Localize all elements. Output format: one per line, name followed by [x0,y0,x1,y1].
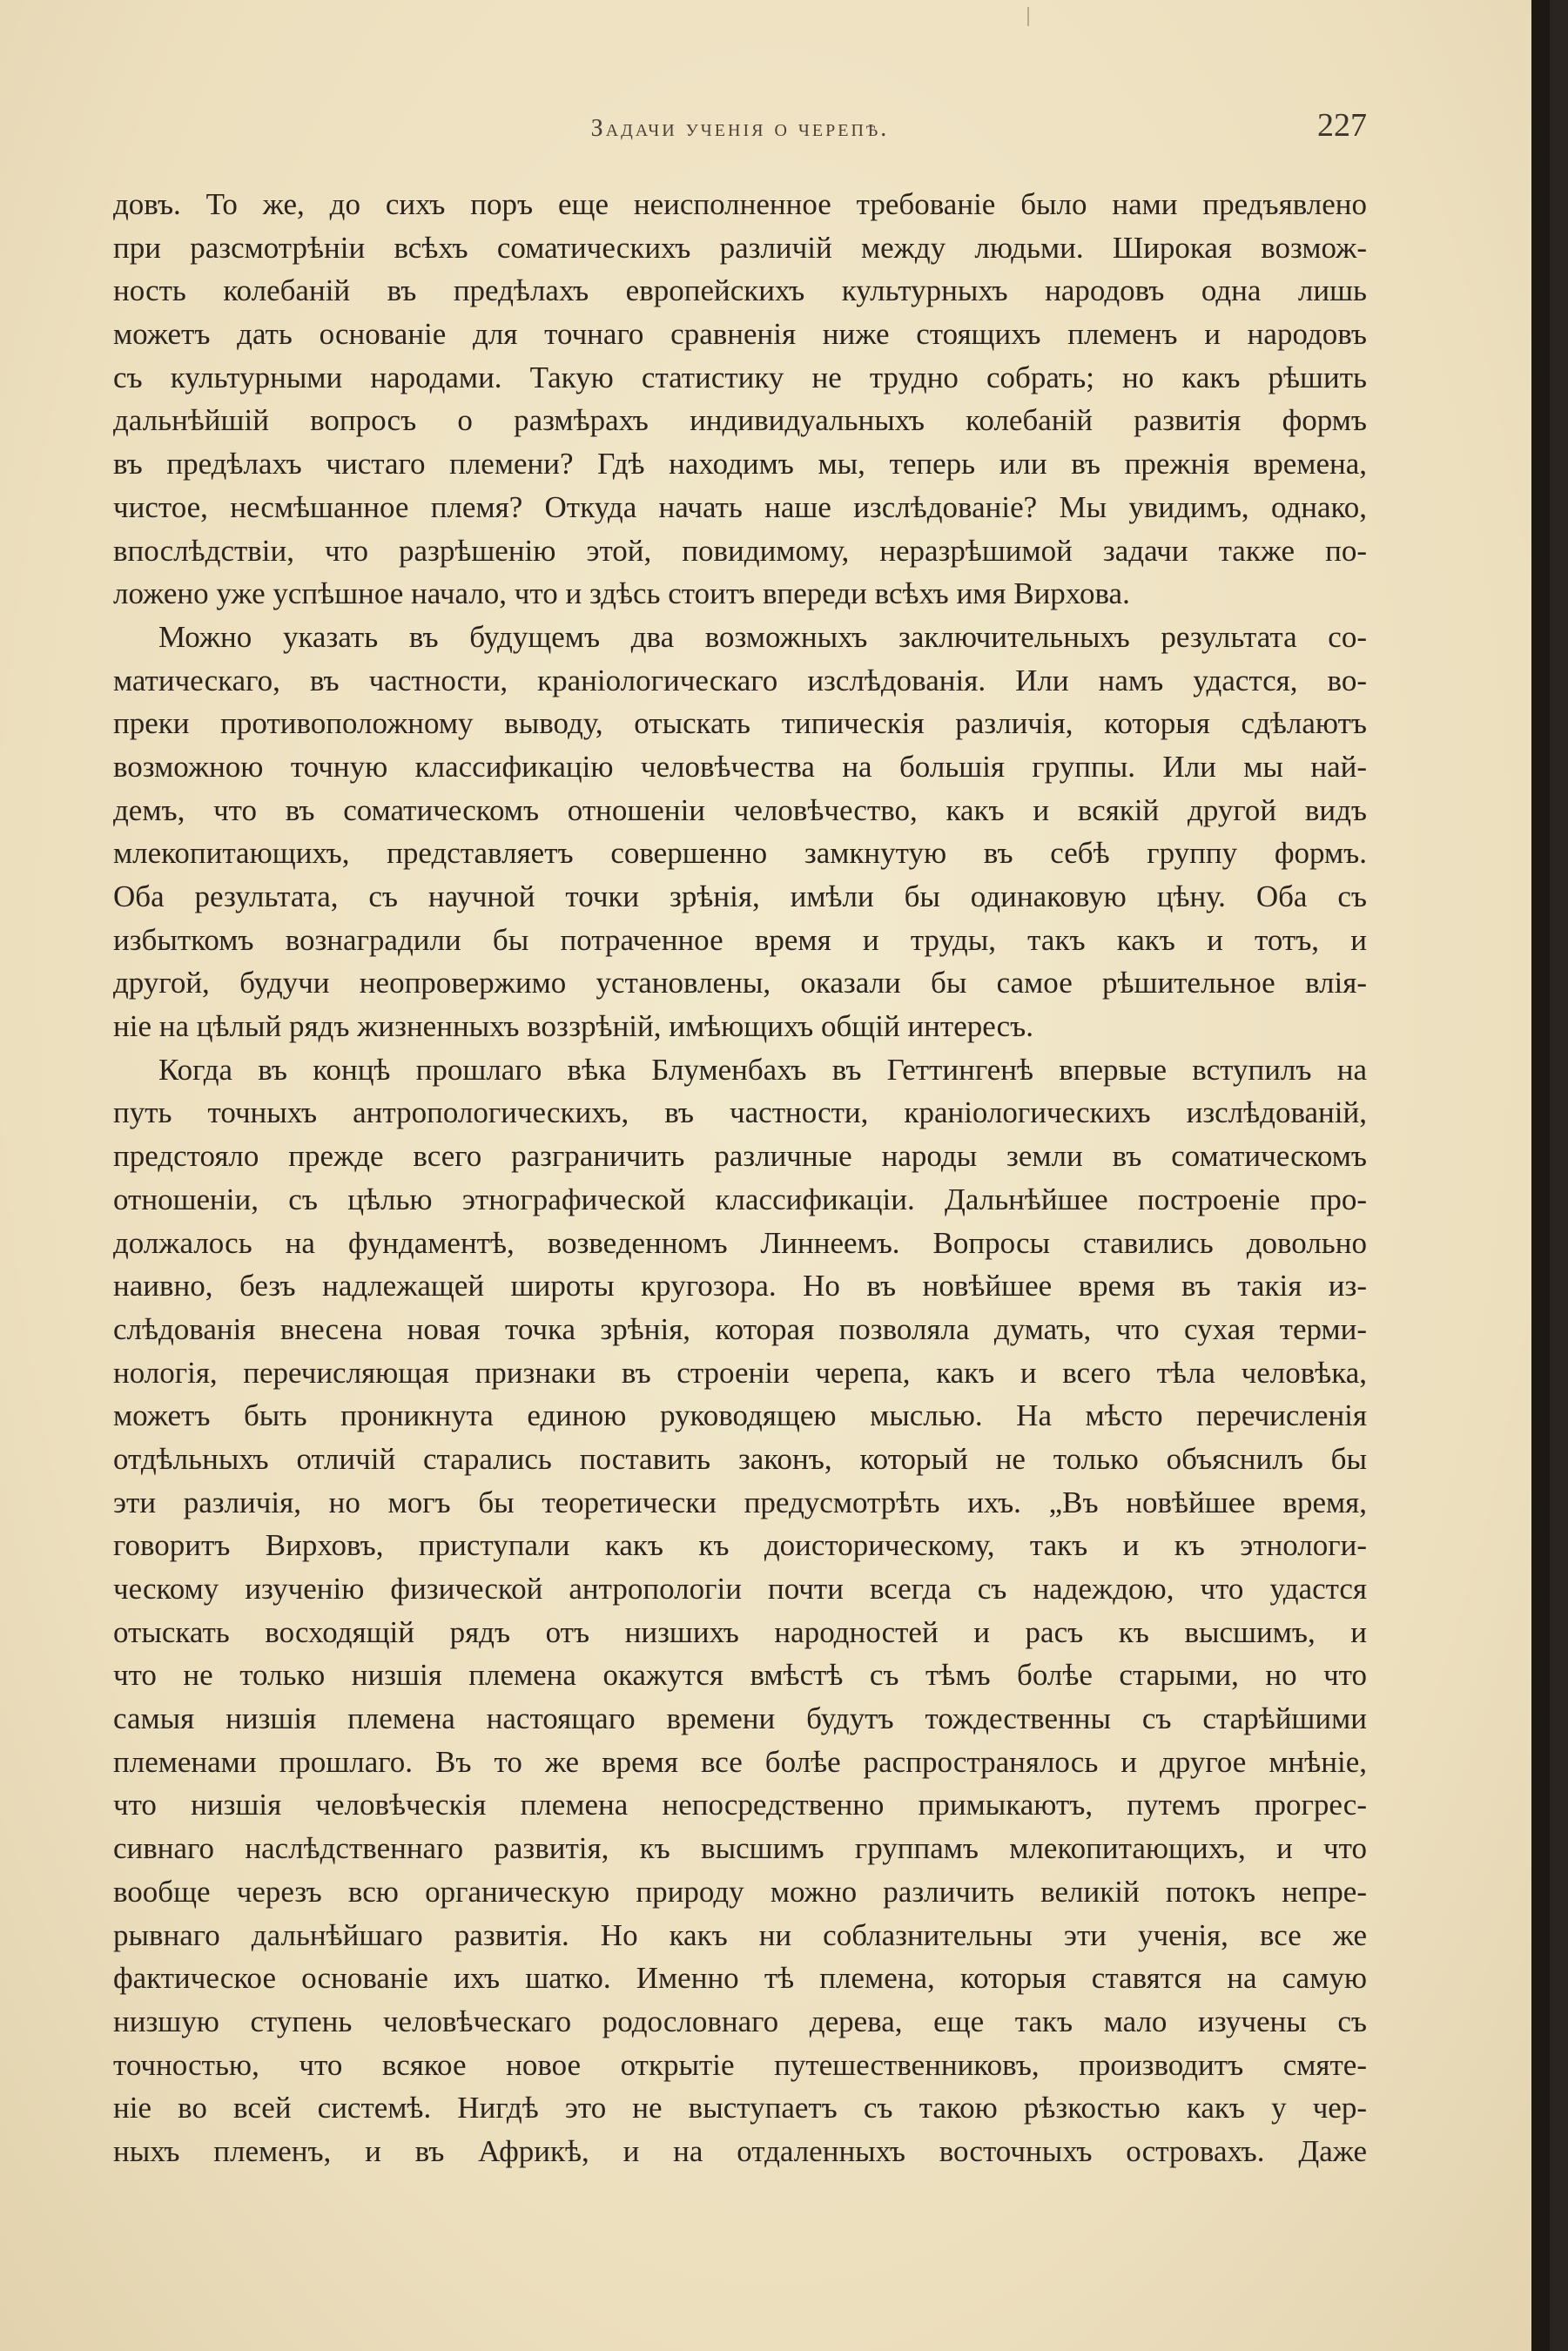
text-line: ніе на цѣлый рядъ жизненныхъ воззрѣній, имѣющихъ общій интересъ. [113,1009,1034,1044]
text-line: Можно указать въ будущемъ два возможныхъ заключительныхъ результата со- [158,619,1367,654]
text-line: ность колебаній въ предѣлахъ европейскихъ культурныхъ народовъ одна лишь [113,273,1367,308]
page-number: 227 [1317,107,1367,144]
text-line: другой, будучи неопровержимо установлены, оказали бы самое рѣшительное влія- [113,966,1367,1000]
text-line: ныхъ племенъ, и въ Африкѣ, и на отдаленныхъ восточныхъ островахъ. Даже [113,2133,1367,2168]
text-line: нологія, перечисляющая признаки въ строеніи черепа, какъ и всего тѣла человѣка, [113,1355,1367,1390]
text-line: возможною точную классификацію человѣчества на большія группы. Или мы най- [113,749,1367,784]
body-text [113,183,1367,2173]
text-line: что не только низшія племена окажутся вмѣстѣ съ тѣмъ болѣе старыми, но что [113,1658,1367,1693]
text-line: отыскать восходящій рядъ отъ низшихъ народностей и расъ къ высшимъ, и [113,1614,1367,1649]
text-line: ческому изученію физической антропологіи почти всегда съ надеждою, что удастся [113,1572,1367,1606]
text-line: фактическое основаніе ихъ шатко. Именно тѣ племена, которыя ставятся на самую [113,1961,1367,1996]
text-line: при разсмотрѣніи всѣхъ соматическихъ различій между людьми. Широкая возмож- [113,230,1367,265]
text-line: наивно, безъ надлежащей широты кругозора. Но въ новѣйшее время въ такія из- [113,1269,1367,1303]
text-line: племенами прошлаго. Въ то же время все болѣе распространялось и другое мнѣніе, [113,1744,1367,1779]
text-line: эти различія, но могъ бы теоретически предусмотрѣть ихъ. „Въ новѣйшее время, [113,1485,1367,1519]
text-line: отношеніи, съ цѣлью этнографической классификаціи. Дальнѣйшее построеніе про- [113,1182,1367,1216]
text-line: демъ, что въ соматическомъ отношеніи человѣчество, какъ и всякій другой видъ [113,792,1367,827]
paragraph [113,616,1367,1048]
text-line: вообще черезъ всю органическую природу можно различить великій потокъ непре- [113,1874,1367,1909]
text-line: рывнаго дальнѣйшаго развитія. Но какъ ни соблазнительны эти ученія, все же [113,1917,1367,1952]
text-line: ніе во всей системѣ. Нигдѣ это не выступаетъ съ такою рѣзкостью какъ у чер- [113,2091,1367,2125]
text-line: съ культурными народами. Такую статистику не трудно собрать; но какъ рѣшить [113,360,1367,394]
text-line: говоритъ Вирховъ, приступали какъ къ доисторическому, такъ и къ этнологи- [113,1528,1367,1563]
text-line: млекопитающихъ, представляетъ совершенно замкнутую въ себѣ группу формъ. [113,836,1367,871]
text-line: слѣдованія внесена новая точка зрѣнія, которая позволяла думать, что сухая терми- [113,1311,1367,1346]
text-line: путь точныхъ антропологическихъ, въ частности, краніологическихъ изслѣдованій, [113,1095,1367,1130]
text-line: впослѣдствіи, что разрѣшенію этой, повидимому, неразрѣшимой задачи также по- [113,533,1367,568]
text-line: должалось на фундаментѣ, возведенномъ Линнеемъ. Вопросы ставились довольно [113,1225,1367,1260]
page-edge-shadow [1531,0,1550,2351]
text-line: Оба результата, съ научной точки зрѣнія, имѣли бы одинаковую цѣну. Оба съ [113,879,1367,913]
text-line: точностью, что всякое новое открытіе путешественниковъ, производитъ смяте- [113,2047,1367,2082]
text-line: дальнѣйшій вопросъ о размѣрахъ индивидуальныхъ колебаній развитія формъ [113,403,1367,438]
text-line: чистое, несмѣшанное племя? Откуда начать наше изслѣдованіе? Мы увидимъ, однако, [113,489,1367,524]
text-line: въ предѣлахъ чистаго племени? Гдѣ находимъ мы, теперь или въ прежнія времена, [113,447,1367,482]
running-head [113,103,1367,155]
text-line: можетъ дать основаніе для точнаго сравненія ниже стоящихъ племенъ и народовъ [113,317,1367,352]
printers-mark [1027,7,1029,26]
text-line: довъ. То же, до сихъ поръ еще неисполненное требованіе было нами предъявлено [113,187,1367,221]
text-line: отдѣльныхъ отличій старались поставить законъ, который не только объяснилъ бы [113,1441,1367,1476]
text-line: преки противоположному выводу, отыскать типическія различія, которыя сдѣлаютъ [113,706,1367,741]
text-line: Когда въ концѣ прошлаго вѣка Блуменбахъ въ Геттингенѣ впервые вступилъ на [158,1052,1367,1087]
text-line: предстояло прежде всего разграничить различные народы земли въ соматическомъ [113,1139,1367,1174]
text-line: самыя низшія племена настоящаго времени будутъ тождественны съ старѣйшими [113,1701,1367,1736]
text-line: что низшія человѣческія племена непосредственно примыкаютъ, путемъ прогрес- [113,1788,1367,1822]
paragraph [113,1048,1367,2173]
paragraph [113,183,1367,616]
text-line: избыткомъ вознаградили бы потраченное время и труды, такъ какъ и тотъ, и [113,922,1367,957]
text-line: ложено уже успѣшное начало, что и здѣсь стоитъ впереди всѣхъ имя Вирхова. [113,576,1130,611]
text-line: низшую ступень человѣческаго родословнаго дерева, еще такъ мало изучены съ [113,2004,1367,2038]
running-head-title: Задачи ученія о черепѣ. [590,115,890,142]
text-line: сивнаго наслѣдственнаго развитія, къ высшимъ группамъ млекопитающихъ, и что [113,1831,1367,1866]
text-line: матическаго, въ частности, краніологическаго изслѣдованія. Или намъ удастся, во- [113,663,1367,697]
text-line: можетъ быть проникнута единою руководящею мыслью. На мѣсто перечисленія [113,1398,1367,1433]
